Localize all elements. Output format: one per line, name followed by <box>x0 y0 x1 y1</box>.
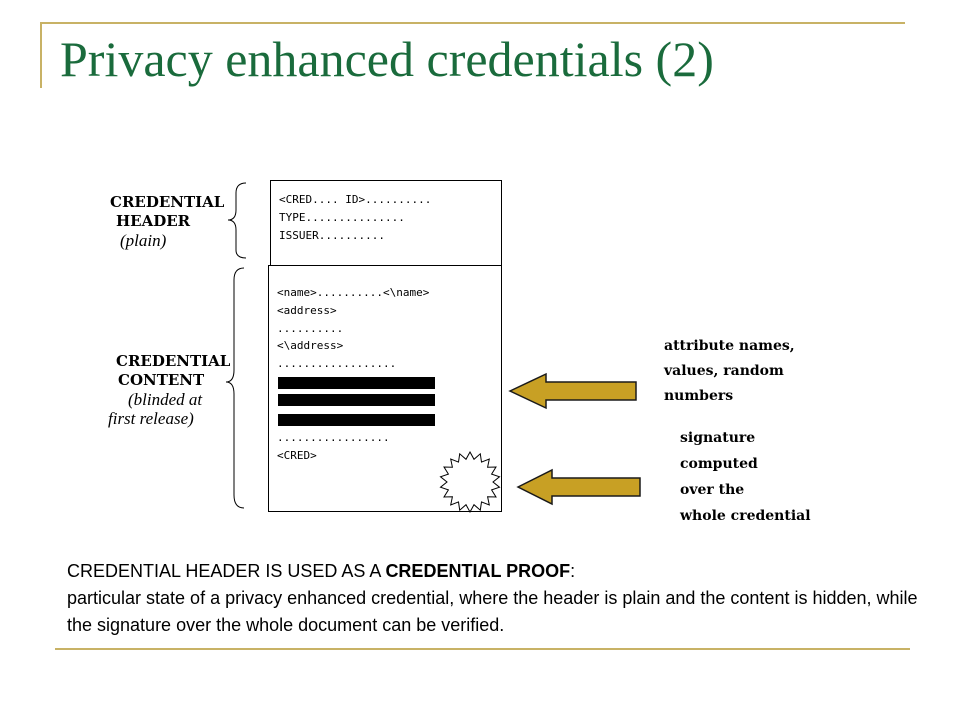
credential-proof-explanation <box>67 558 927 639</box>
content-brace <box>226 268 244 508</box>
blinded-bar-2 <box>278 394 435 406</box>
blinded-bar-3 <box>278 414 435 426</box>
slide-title: Privacy enhanced credentials (2) <box>60 31 714 87</box>
header-line-1: <CRED.... ID>.......... <box>279 193 432 206</box>
content-line-2: <address> <box>277 304 337 317</box>
content-label-line2: CONTENT <box>118 371 205 389</box>
signature-callout <box>680 425 811 529</box>
content-line-3: .......... <box>277 322 344 335</box>
signature-callout-line1: signature <box>680 430 756 446</box>
content-line-7: <CRED> <box>277 449 317 462</box>
signature-arrow-icon <box>516 468 642 506</box>
bottom-definition: particular state of a privacy enhanced credential, where the header is plain and the content is hidden, while the signature over the whole document can be verified. <box>67 588 918 635</box>
content-line-5: .................. <box>277 357 397 370</box>
signature-callout-line4: whole credential <box>680 508 811 524</box>
attributes-arrow-icon <box>508 372 638 410</box>
signature-callout-line2: computed <box>680 456 758 472</box>
attributes-callout-line1: attribute names, <box>664 338 795 354</box>
content-label-line4: first release) <box>108 409 194 428</box>
content-line-6: ................. <box>277 431 390 444</box>
header-label-line3: (plain) <box>120 231 167 250</box>
signature-seal-icon <box>438 450 502 514</box>
attributes-callout-line3: numbers <box>664 388 734 404</box>
header-brace <box>228 183 246 258</box>
header-line-2: TYPE............... <box>279 211 405 224</box>
credential-proof-term: CREDENTIAL PROOF <box>385 561 571 581</box>
header-label-line2: HEADER <box>116 212 191 230</box>
signature-callout-line3: over the <box>680 482 745 498</box>
attributes-callout-line2: values, random <box>664 363 784 379</box>
attributes-callout <box>664 334 795 409</box>
bottom-line1-b: : <box>570 561 576 581</box>
content-line-1: <name>..........<\name> <box>277 286 430 299</box>
content-label-line3: (blinded at <box>128 390 203 409</box>
credential-header-box <box>270 180 502 266</box>
content-label-line1: CREDENTIAL <box>116 352 231 370</box>
header-line-3: ISSUER.......... <box>279 229 385 242</box>
header-label-line1: CREDENTIAL <box>110 193 225 211</box>
bottom-line1-a: CREDENTIAL HEADER IS USED AS A <box>67 561 386 581</box>
blinded-bar-1 <box>278 377 435 389</box>
content-line-4: <\address> <box>277 339 344 352</box>
